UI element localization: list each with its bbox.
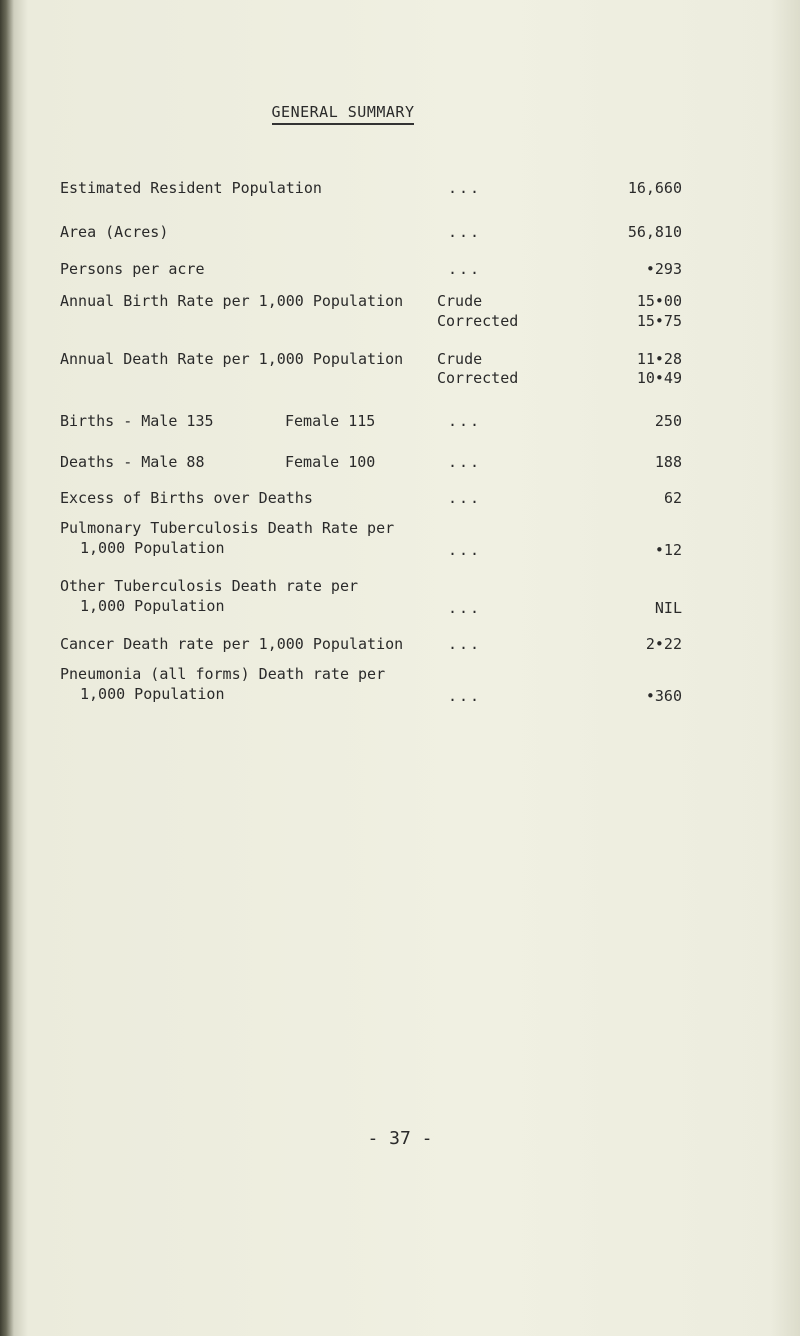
- deaths-female: Female 100: [285, 453, 376, 471]
- birth-rate-crude-value: 15•00: [636, 292, 682, 310]
- deaths-label: Deaths - Male 88: [60, 453, 205, 471]
- persons-value: •293: [645, 260, 682, 278]
- persons-label: Persons per acre: [60, 260, 205, 278]
- births-label: Births - Male 135: [60, 412, 214, 430]
- birth-rate-crude-label: Crude: [437, 292, 483, 310]
- other-tb-value: NIL: [654, 599, 682, 617]
- births-value: 250: [654, 412, 682, 430]
- death-rate-corrected-value: 10•49: [636, 369, 682, 387]
- other-tb-dots: ...: [448, 599, 482, 617]
- excess-value: 62: [663, 489, 682, 507]
- pneumonia-value: •360: [645, 687, 682, 705]
- death-rate-corrected-label: Corrected: [437, 369, 519, 387]
- cancer-dots: ...: [448, 635, 482, 653]
- population-dots: ...: [448, 179, 482, 197]
- birth-rate-corrected-value: 15•75: [636, 312, 682, 330]
- pulmonary-value: •12: [654, 541, 682, 559]
- pulmonary-label-line1: Pulmonary Tuberculosis Death Rate per: [60, 519, 395, 537]
- page-title: GENERAL SUMMARY: [0, 103, 686, 121]
- area-label: Area (Acres): [60, 223, 169, 241]
- population-label: Estimated Resident Population: [60, 179, 322, 197]
- deaths-value: 188: [654, 453, 682, 471]
- death-rate-crude-label: Crude: [437, 350, 483, 368]
- pneumonia-label-line2: 1,000 Population: [80, 685, 225, 703]
- page-number: - 37 -: [367, 1128, 433, 1149]
- excess-label: Excess of Births over Deaths: [60, 489, 313, 507]
- pulmonary-dots: ...: [448, 541, 482, 559]
- population-value: 16,660: [627, 179, 682, 197]
- cancer-label: Cancer Death rate per 1,000 Population: [60, 635, 404, 653]
- death-rate-label: Annual Death Rate per 1,000 Population: [60, 350, 404, 368]
- pulmonary-label-line2: 1,000 Population: [80, 539, 225, 557]
- cancer-value: 2•22: [645, 635, 682, 653]
- births-dots: ...: [448, 412, 482, 430]
- birth-rate-label: Annual Birth Rate per 1,000 Population: [60, 292, 404, 310]
- birth-rate-corrected-label: Corrected: [437, 312, 519, 330]
- births-female: Female 115: [285, 412, 376, 430]
- other-tb-label-line2: 1,000 Population: [80, 597, 225, 615]
- other-tb-label-line1: Other Tuberculosis Death rate per: [60, 577, 359, 595]
- excess-dots: ...: [448, 489, 482, 507]
- pneumonia-dots: ...: [448, 687, 482, 705]
- area-value: 56,810: [627, 223, 682, 241]
- area-dots: ...: [448, 223, 482, 241]
- death-rate-crude-value: 11•28: [636, 350, 682, 368]
- deaths-dots: ...: [448, 453, 482, 471]
- persons-dots: ...: [448, 260, 482, 278]
- pneumonia-label-line1: Pneumonia (all forms) Death rate per: [60, 665, 386, 683]
